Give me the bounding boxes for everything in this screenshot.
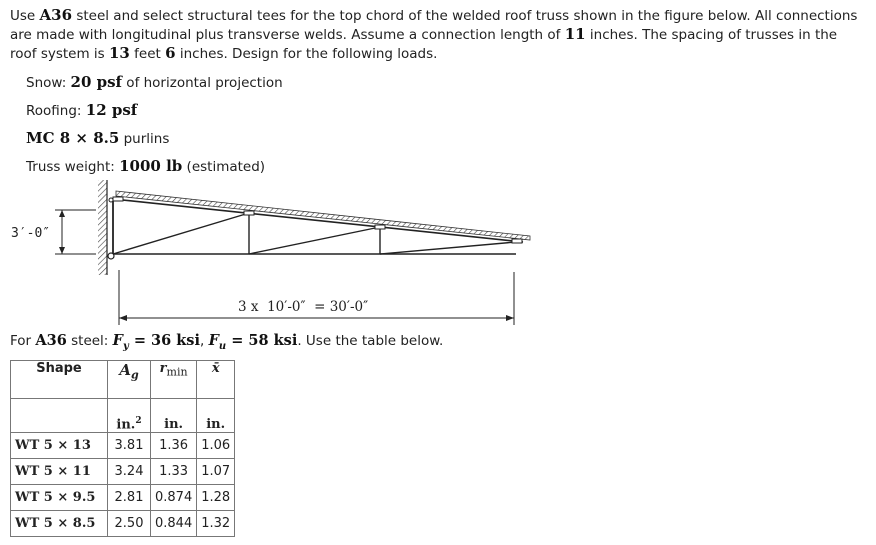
rmin-subscript: min: [166, 365, 188, 379]
span-dimension-label: 3 x 10′-0″ = 30′-0″: [238, 299, 369, 315]
fu-symbol: F: [208, 332, 219, 349]
height-dimension-label: 3′-0″: [11, 226, 51, 241]
unit-area: [108, 399, 151, 433]
cell-rmin: 1.33: [151, 459, 197, 485]
load-roofing: [26, 96, 283, 124]
unit-rmin: in.: [151, 399, 197, 433]
table-row: [11, 433, 235, 459]
steel-prefix: For: [10, 333, 36, 349]
web-diagonal-3: [380, 242, 516, 254]
steel-mid-text: steel:: [66, 333, 113, 349]
fu-subscript: u: [218, 340, 227, 352]
problem-text-3: inches. The spacing of trusses in the roof system is: [10, 27, 838, 62]
load-suffix: purlins: [119, 131, 170, 147]
steel-grade-label: A36: [35, 332, 67, 349]
purlin-roofing: [116, 191, 530, 240]
header-rmin: [151, 361, 197, 399]
unit-xbar: in.: [197, 399, 235, 433]
table-row: [11, 459, 235, 485]
fu-expression: [208, 332, 298, 352]
steel-properties: [10, 331, 443, 357]
header-area: [108, 361, 151, 399]
load-value: 1000 lb: [119, 157, 183, 175]
unit-area-exp: 2: [135, 415, 142, 426]
table-row: [11, 485, 235, 511]
header-xbar: x̄: [197, 361, 235, 399]
height-dim-arrow-down: [59, 247, 65, 254]
web-diagonal-2: [249, 227, 380, 254]
fy-symbol: F: [112, 332, 123, 349]
problem-text-1: Use: [10, 8, 40, 24]
truss-spacing-feet: 13: [109, 44, 130, 62]
pin-support: [108, 253, 114, 259]
load-value: MC 8 × 8.5: [26, 129, 120, 147]
area-subscript: g: [130, 368, 139, 382]
header-shape: Shape: [11, 361, 108, 399]
truss-figure: [0, 170, 560, 330]
steel-grade: A36: [39, 6, 73, 24]
unit-shape: [11, 399, 108, 433]
load-suffix: of horizontal projection: [122, 75, 283, 91]
fy-value: = 36 ksi: [128, 332, 200, 349]
cell-area: 3.24: [108, 459, 151, 485]
fy-subscript: y: [122, 340, 129, 352]
load-value: 12 psf: [85, 101, 138, 119]
cell-xbar: 1.28: [197, 485, 235, 511]
cell-rmin: 0.844: [151, 511, 197, 537]
cell-rmin: 1.36: [151, 433, 197, 459]
problem-text-2: steel and select structural tees for the top chord of the welded roof truss shown in the figure below. All connections are made with longitudinal plus transverse welds. Assume a connection length of: [10, 8, 858, 43]
purlin-clip: [244, 211, 254, 215]
load-label: Roofing:: [26, 103, 86, 119]
problem-text-5: inches. Design for the following loads.: [175, 46, 438, 62]
support-wall: [98, 180, 107, 275]
cell-xbar: 1.07: [197, 459, 235, 485]
purlin-clip: [375, 225, 385, 229]
load-value: 20 psf: [70, 73, 123, 91]
height-dim-arrow-up: [59, 210, 65, 217]
purlin-clip: [512, 239, 522, 243]
area-symbol: A: [119, 361, 131, 379]
table-row: [11, 511, 235, 537]
unit-area-text: in.: [116, 417, 136, 432]
shape-properties-table: [10, 360, 235, 537]
cell-rmin: 0.874: [151, 485, 197, 511]
fy-expression: [112, 332, 200, 352]
cell-area: 2.81: [108, 485, 151, 511]
table-header-row: [11, 361, 235, 399]
cell-area: 3.81: [108, 433, 151, 459]
cell-shape: WT 5 × 9.5: [11, 485, 108, 511]
problem-text-4: feet: [129, 46, 166, 62]
cell-shape: WT 5 × 8.5: [11, 511, 108, 537]
loads-list: [26, 68, 283, 180]
cell-shape: WT 5 × 13: [11, 433, 108, 459]
cell-area: 2.50: [108, 511, 151, 537]
span-dim-arrow-right: [506, 315, 514, 321]
rmin-symbol: r: [159, 361, 167, 376]
load-label: Snow:: [26, 75, 71, 91]
cell-xbar: 1.32: [197, 511, 235, 537]
steel-suffix: . Use the table below.: [297, 333, 444, 349]
table-units-row: [11, 399, 235, 433]
truss-spacing-inches: 6: [165, 44, 176, 62]
load-suffix: (estimated): [182, 159, 266, 175]
fu-value: = 58 ksi: [226, 332, 298, 349]
separator: ,: [199, 333, 209, 349]
pin-support-top: [109, 198, 113, 202]
load-label: Truss weight:: [26, 159, 120, 175]
load-snow: [26, 68, 283, 96]
connection-length: 11: [564, 25, 586, 43]
purlin-clip: [113, 197, 123, 201]
problem-statement: [10, 6, 866, 63]
load-purlins: [26, 124, 283, 152]
cell-xbar: 1.06: [197, 433, 235, 459]
web-diagonal-1: [113, 213, 249, 254]
span-dim-arrow-left: [119, 315, 127, 321]
cell-shape: WT 5 × 11: [11, 459, 108, 485]
